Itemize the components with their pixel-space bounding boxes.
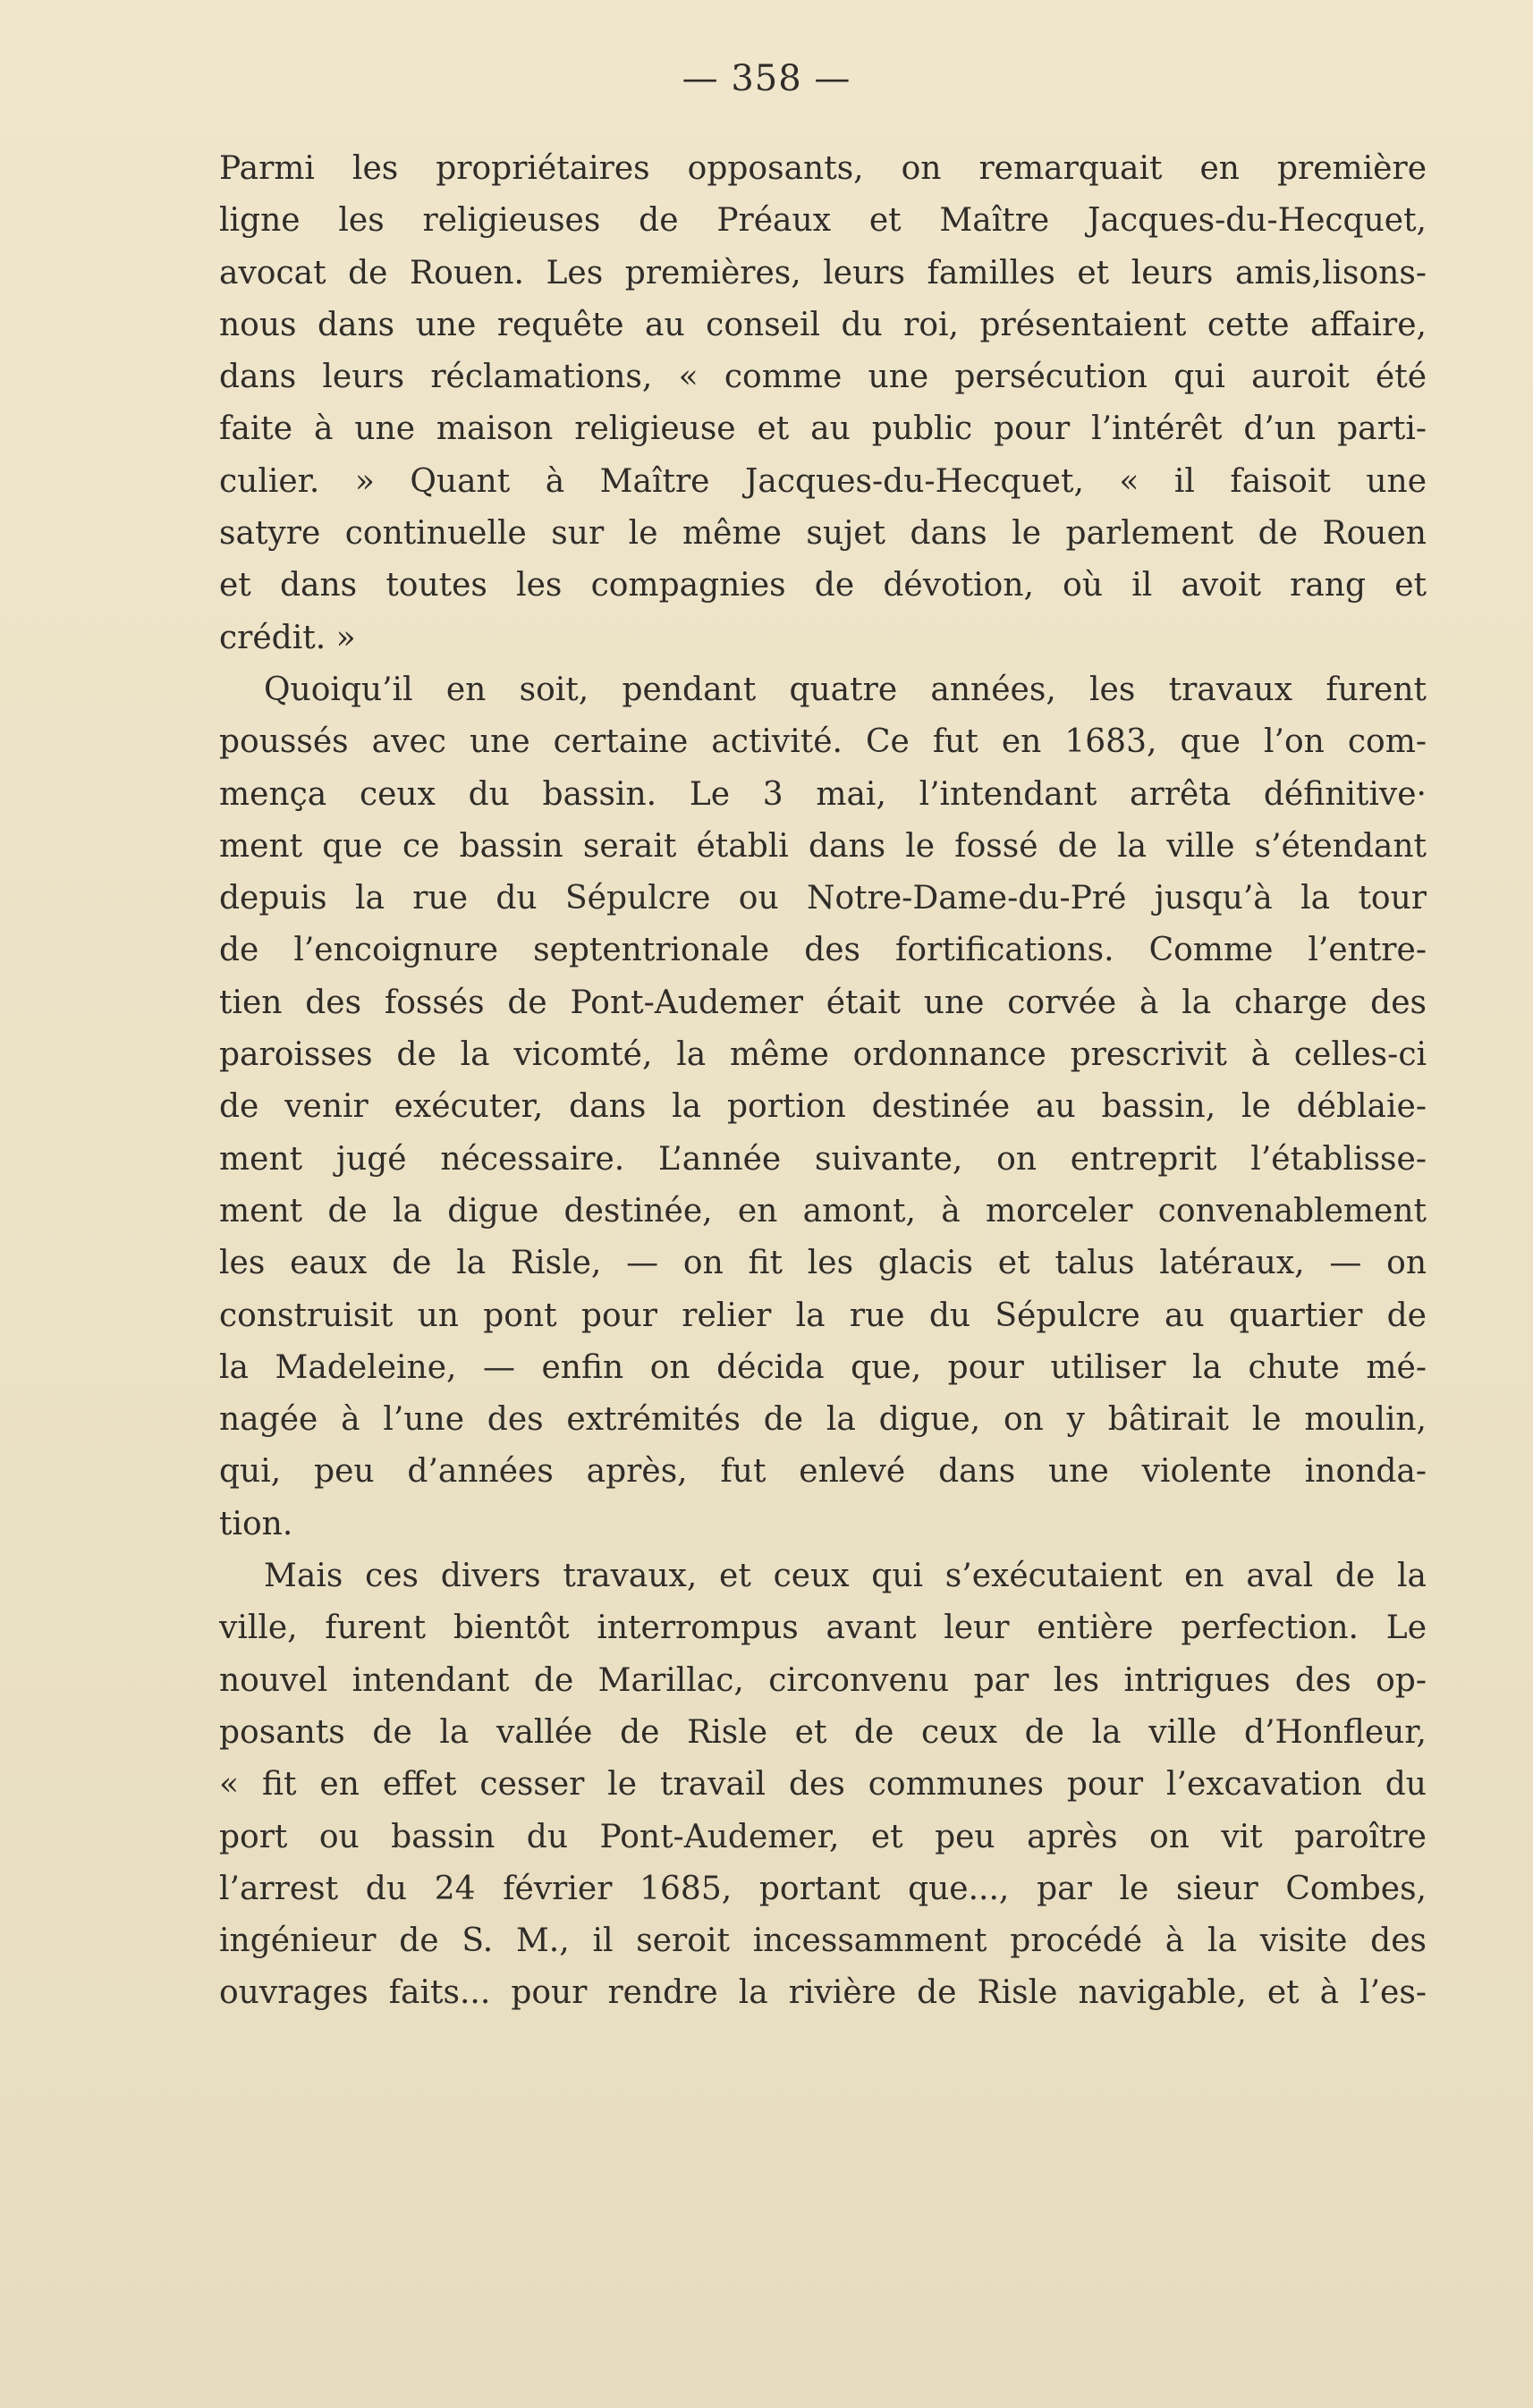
text-line: dans leurs réclamations, « comme une persécution qui auroit été [219,359,1427,396]
text-line: la Madeleine, — enfin on décida que, pour utiliser la chute mé- [219,1348,1427,1386]
text-line: posants de la vallée de Risle et de ceux de la ville d’Honfleur, [219,1713,1427,1751]
text-line: faite à une maison religieuse et au public pour l’intérêt d’un parti- [219,410,1427,448]
text-line: les eaux de la Risle, — on fit les glacis et talus latéraux, — on [219,1245,1427,1282]
text-line: tion. [219,1505,293,1542]
text-line: ingénieur de S. M., il seroit incessamment procédé à la visite des [219,1922,1427,1960]
text-line: tien des fossés de Pont-Audemer était une corvée à la charge des [219,984,1427,1021]
text-line: de l’encoignure septentrionale des fortifications. Comme l’entre- [219,932,1427,969]
text-line: Parmi les propriétaires opposants, on remarquait en première [219,150,1427,187]
text-line: poussés avec une certaine activité. Ce fut en 1683, que l’on com- [219,723,1427,761]
text-line: Quoiqu’il en soit, pendant quatre années, les travaux furent [264,671,1427,708]
text-line: ment de la digue destinée, en amont, à morceler convenablement [219,1192,1427,1229]
text-line: de venir exécuter, dans la portion destinée au bassin, le déblaie- [219,1088,1427,1126]
text-line: culier. » Quant à Maître Jacques-du-Hecquet, « il faisoit une [219,462,1427,500]
text-line: nagée à l’une des extrémités de la digue, on y bâtirait le moulin, [219,1401,1427,1439]
text-line: ment jugé nécessaire. L’année suivante, on entreprit l’établisse- [219,1140,1427,1178]
text-line: port ou bassin du Pont-Audemer, et peu après on vit paroître [219,1818,1427,1855]
text-line: nouvel intendant de Marillac, circonvenu par les intrigues des op- [219,1661,1427,1699]
text-line: l’arrest du 24 février 1685, portant que..., par le sieur Combes, [219,1870,1427,1907]
text-line: mença ceux du bassin. Le 3 mai, l’intendant arrêta définitive· [219,775,1427,813]
text-line: ouvrages faits... pour rendre la rivière de Risle navigable, et à l’es- [219,1974,1427,2012]
text-line: depuis la rue du Sépulcre ou Notre-Dame-du-Pré jusqu’à la tour [219,880,1427,917]
body-text [219,143,1427,2020]
text-line: nous dans une requête au conseil du roi, présentaient cette affaire, [219,306,1427,343]
text-line: satyre continuelle sur le même sujet dans le parlement de Rouen [219,515,1427,553]
text-line: ville, furent bientôt interrompus avant leur entière perfection. Le [219,1610,1427,1647]
text-line: paroisses de la vicomté, la même ordonnance prescrivit à celles-ci [219,1036,1427,1074]
text-line: construisit un pont pour relier la rue du Sépulcre au quartier de [219,1297,1427,1334]
text-line: ment que ce bassin serait établi dans le fossé de la ville s’étendant [219,827,1427,865]
page-number: — 358 — [682,58,851,99]
text-line: crédit. » [219,619,356,656]
text-line: et dans toutes les compagnies de dévotion, où il avoit rang et [219,567,1427,604]
text-line: Mais ces divers travaux, et ceux qui s’exécutaient en aval de la [264,1558,1427,1595]
text-line: avocat de Rouen. Les premières, leurs familles et leurs amis,lisons- [219,254,1427,291]
text-line: « fit en effet cesser le travail des communes pour l’excavation du [219,1766,1427,1804]
text-line: qui, peu d’années après, fut enlevé dans une violente inonda- [219,1453,1427,1491]
text-line: ligne les religieuses de Préaux et Maître Jacques-du-Hecquet, [219,202,1427,240]
